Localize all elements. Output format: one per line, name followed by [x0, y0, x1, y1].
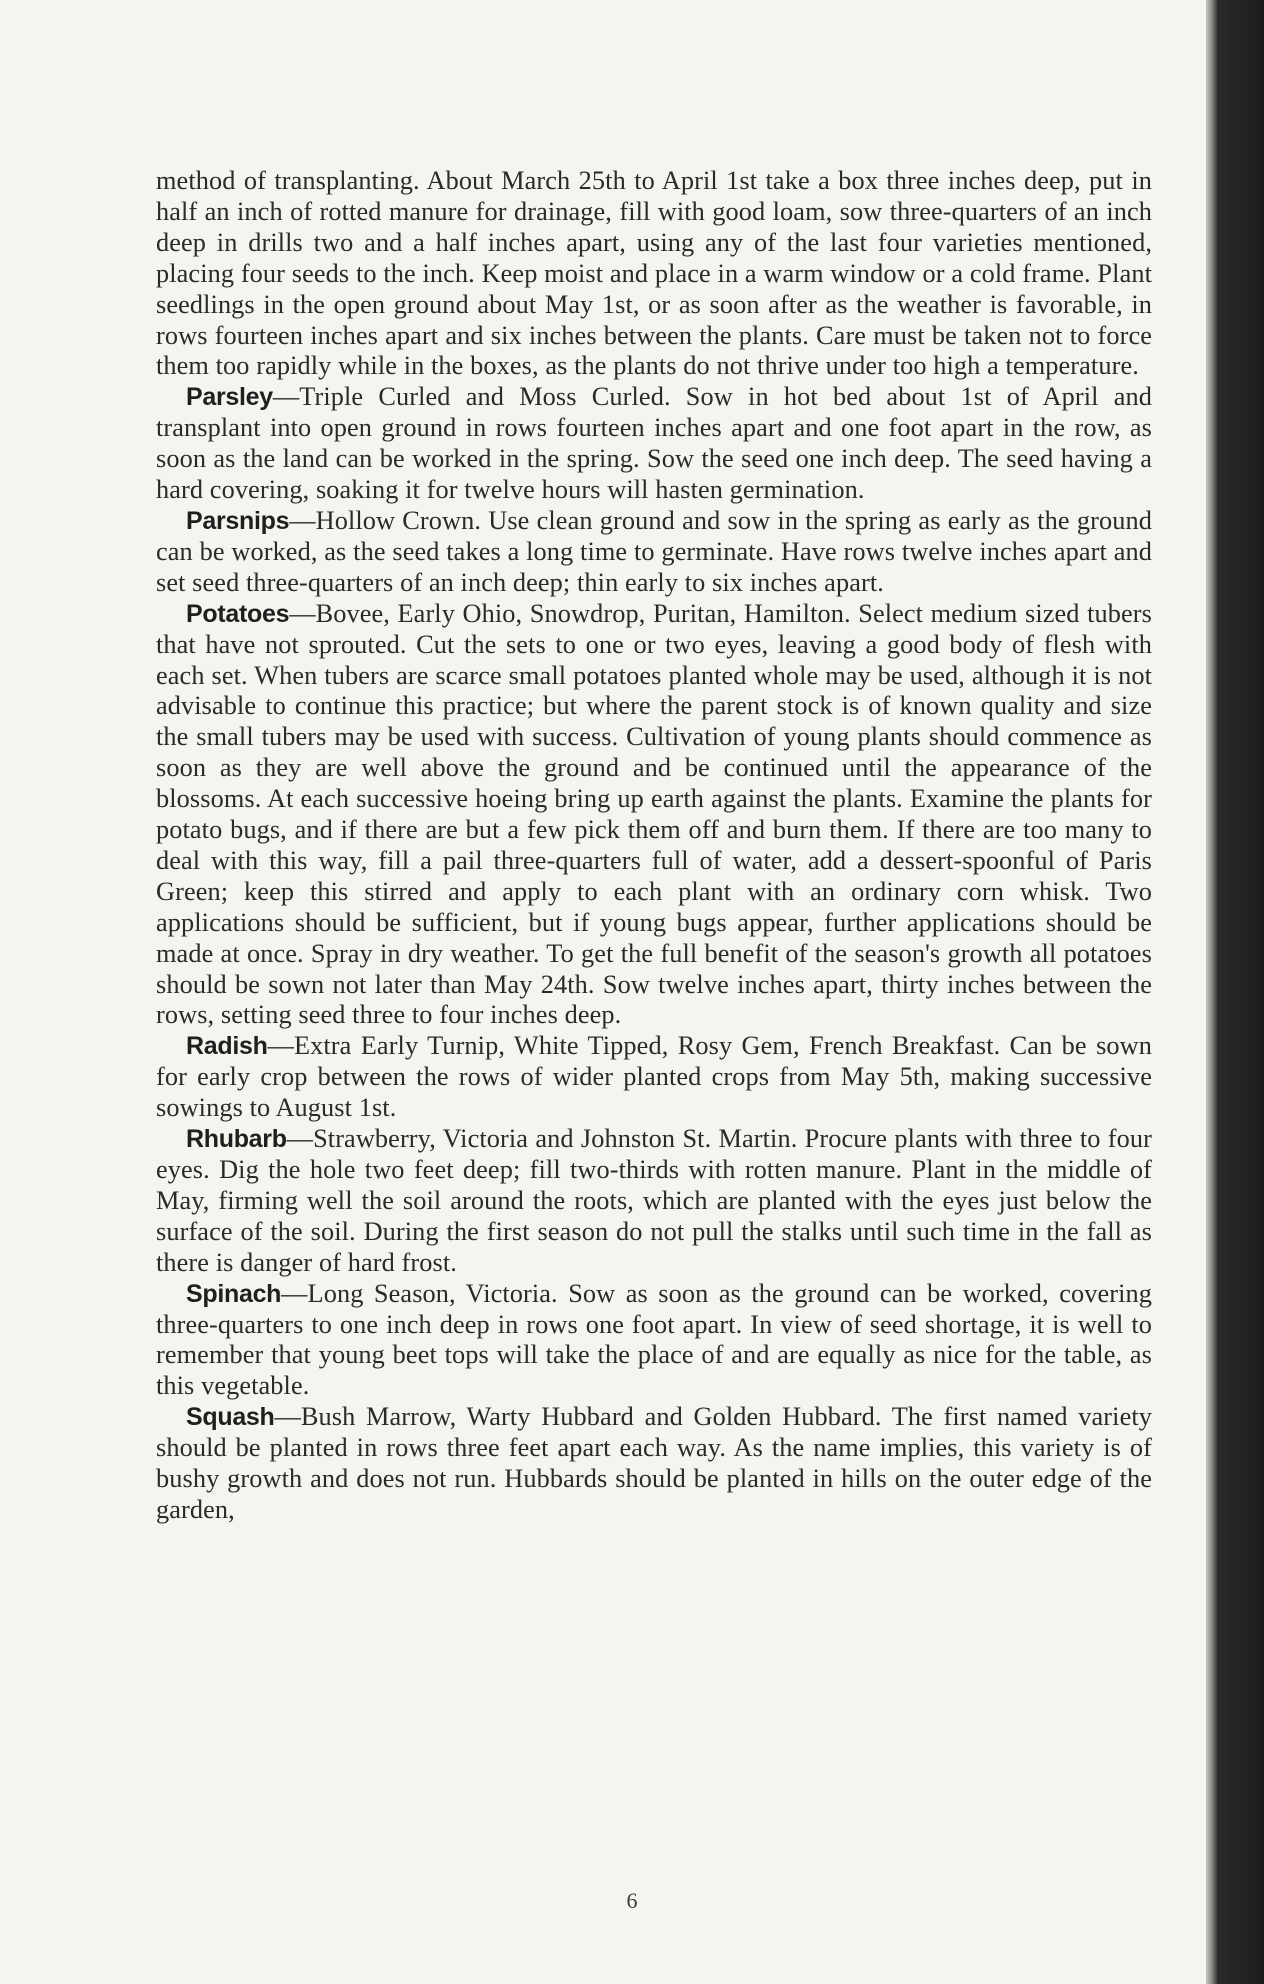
- entry-text: —Strawberry, Victoria and Johnston St. Martin. Procure plants with three to four eyes. Dig the hole two feet deep; fill two-thirds with rotten manure. Plant in the middle of May, firming well the soil around the roots, which are planted with the eyes just below the surface of the soil. During the first season do not pull the stalks until such time in the fall as there is danger of hard frost.: [156, 1124, 1152, 1277]
- entry-spinach: [156, 1279, 1152, 1403]
- entry-potatoes: [156, 599, 1152, 1032]
- entry-squash: [156, 1402, 1152, 1526]
- entry-text: —Long Season, Victoria. Sow as soon as the ground can be worked, covering three-quarters to one inch deep in rows one foot apart. In view of seed shortage, it is well to remember that young beet tops will take the place of and are equally as nice for the table, as this vegetable.: [156, 1278, 1152, 1401]
- page-number: 6: [626, 1888, 638, 1913]
- entry-text: —Bovee, Early Ohio, Snowdrop, Puritan, Hamilton. Select medium sized tubers that have not sprouted. Cut the sets to one or two eyes, leaving a good body of flesh with each set. When tubers are scarce small potatoes planted whole may be used, although it is not advisable to continue this practice; but where the parent stock is of known quality and size the small tubers may be used with success. Cultivation of young plants should commence as soon as they are well above the ground and be continued until the appearance of the blossoms. At each successive hoeing bring up earth against the plants. Examine the plants for potato bugs, and if there are but a few pick them off and burn them. If there are too many to deal with this way, fill a pail three-quarters full of water, add a dessert-spoonful of Paris Green; keep this stirred and apply to each plant with an ordinary corn whisk. Two applications should be sufficient, but if young bugs appear, further applications should be made at once. Spray in dry weather. To get the full benefit of the season's growth all potatoes should be sown not later than May 24th. Sow twelve inches apart, thirty inches between the rows, setting seed three to four inches deep.: [156, 598, 1152, 1030]
- entry-heading: Parsley: [186, 383, 273, 412]
- entry-heading: Rhubarb: [186, 1125, 287, 1154]
- book-spine-shadow: [1206, 0, 1264, 1984]
- entry-heading: Parsnips: [186, 506, 290, 535]
- entry-parsnips: [156, 506, 1152, 599]
- page-body: [156, 166, 1152, 1526]
- entry-heading: Radish: [186, 1032, 268, 1061]
- entry-rhubarb: [156, 1124, 1152, 1279]
- intro-paragraph: method of transplanting. About March 25th to April 1st take a box three inches deep, put in half an inch of rotted manure for drainage, fill with good loam, sow three-quarters of an inch deep in drills two and a half inches apart, using any of the last four varieties mentioned, placing four seeds to the inch. Keep moist and place in a warm window or a cold frame. Plant seedlings in the open ground about May 1st, or as soon after as the weather is favorable, in rows fourteen inches apart and six inches between the plants. Care must be taken not to force them too rapidly while in the boxes, as the plants do not thrive under too high a temperature.: [156, 166, 1152, 381]
- entry-radish: [156, 1031, 1152, 1124]
- entry-heading: Squash: [186, 1403, 275, 1432]
- entry-parsley: [156, 382, 1152, 506]
- entry-text: —Triple Curled and Moss Curled. Sow in hot bed about 1st of April and transplant into open ground in rows fourteen inches apart and one foot apart in the row, as soon as the land can be worked in the spring. Sow the seed one inch deep. The seed having a hard covering, soaking it for twelve hours will hasten germination.: [156, 382, 1152, 505]
- entry-text: —Hollow Crown. Use clean ground and sow in the spring as early as the ground can be worked, as the seed takes a long time to germinate. Have rows twelve inches apart and set seed three-quarters of an inch deep; thin early to six inches apart.: [156, 505, 1152, 597]
- entry-heading: Spinach: [186, 1279, 282, 1308]
- entry-text: —Extra Early Turnip, White Tipped, Rosy Gem, French Breakfast. Can be sown for early crop between the rows of wider planted crops from May 5th, making successive sowings to August 1st.: [156, 1031, 1152, 1123]
- entry-text: —Bush Marrow, Warty Hubbard and Golden Hubbard. The first named variety should be planted in rows three feet apart each way. As the name implies, this variety is of bushy growth and does not run. Hubbards should be planted in hills on the outer edge of the garden,: [156, 1402, 1152, 1524]
- entry-heading: Potatoes: [186, 599, 290, 628]
